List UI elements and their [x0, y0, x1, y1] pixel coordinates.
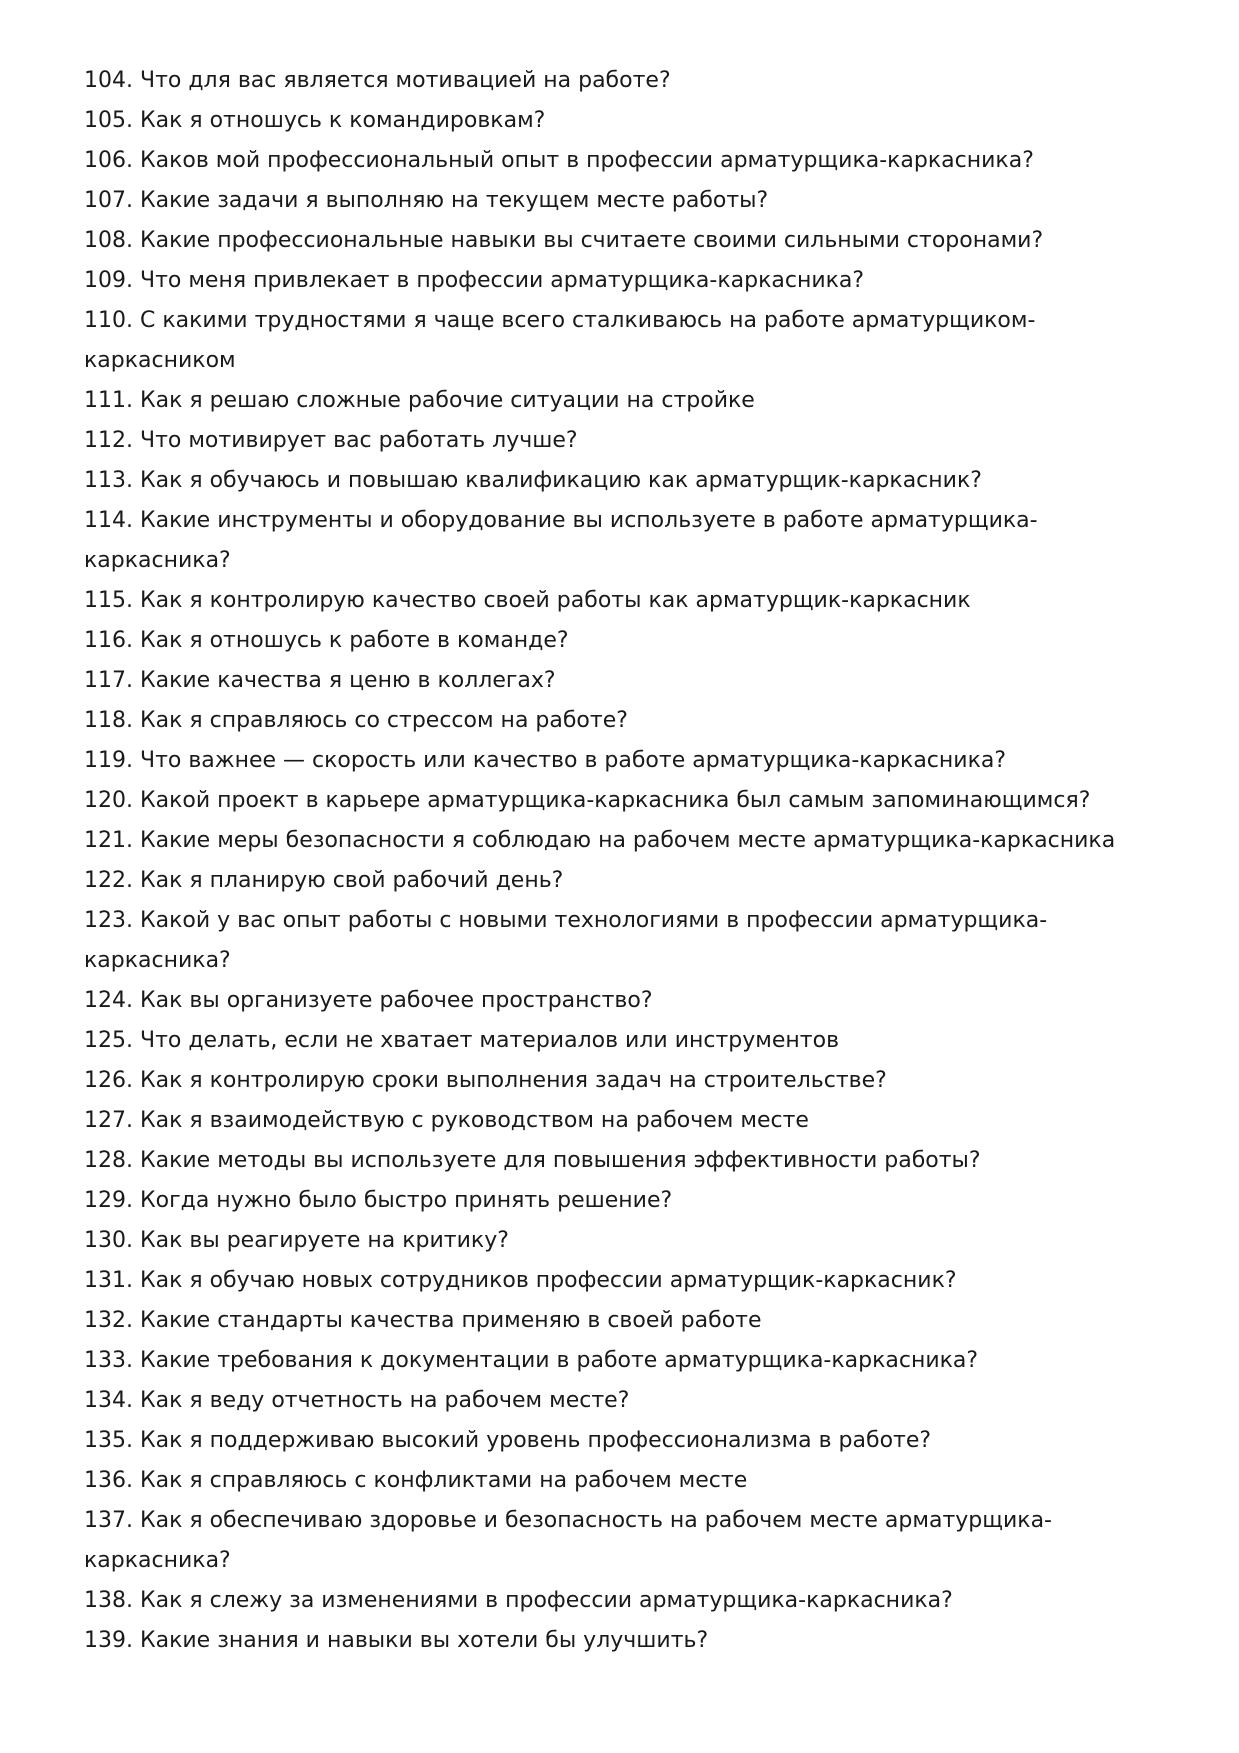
- question-item: [84, 421, 1164, 461]
- question-text: Что делать, если не хватает материалов или инструментов: [139, 1028, 840, 1053]
- question-item: [84, 581, 1164, 621]
- question-number: 121.: [84, 828, 133, 853]
- question-item: [84, 981, 1164, 1021]
- question-number: 125.: [84, 1028, 133, 1053]
- question-item: [84, 1581, 1164, 1621]
- question-item: [84, 141, 1164, 181]
- question-number: 120.: [84, 788, 133, 813]
- question-item: [84, 101, 1164, 141]
- question-item: [84, 221, 1164, 261]
- question-number: 113.: [84, 468, 133, 493]
- question-text: Что мотивирует вас работать лучше?: [139, 428, 578, 453]
- question-text: Как я обеспечиваю здоровье и безопасность на рабочем месте арматурщика-: [139, 1508, 1052, 1533]
- question-text: Как вы организуете рабочее пространство?: [139, 988, 653, 1013]
- question-text: Как я контролирую сроки выполнения задач на строительстве?: [139, 1068, 887, 1093]
- question-item: [84, 501, 1164, 581]
- question-number: 116.: [84, 628, 133, 653]
- question-text: Какие меры безопасности я соблюдаю на рабочем месте арматурщика-каркасника: [139, 828, 1116, 853]
- question-text: Когда нужно было быстро принять решение?: [139, 1188, 673, 1213]
- question-text: Как я справляюсь со стрессом на работе?: [139, 708, 628, 733]
- question-number: 124.: [84, 988, 133, 1013]
- question-number: 104.: [84, 68, 133, 93]
- question-number: 132.: [84, 1308, 133, 1333]
- question-number: 115.: [84, 588, 133, 613]
- question-number: 108.: [84, 228, 133, 253]
- question-number: 119.: [84, 748, 133, 773]
- question-number: 127.: [84, 1108, 133, 1133]
- question-list: [84, 61, 1164, 1661]
- question-item: [84, 381, 1164, 421]
- question-item: [84, 1101, 1164, 1141]
- question-item: [84, 861, 1164, 901]
- question-number: 123.: [84, 908, 133, 933]
- question-number: 133.: [84, 1348, 133, 1373]
- question-number: 109.: [84, 268, 133, 293]
- question-text-continued: каркасника?: [84, 548, 231, 573]
- question-number: 118.: [84, 708, 133, 733]
- question-number: 105.: [84, 108, 133, 133]
- question-text: Что для вас является мотивацией на работе?: [139, 68, 671, 93]
- question-item: [84, 661, 1164, 701]
- question-text-continued: каркасника?: [84, 1548, 231, 1573]
- question-text: Какие требования к документации в работе арматурщика-каркасника?: [139, 1348, 979, 1373]
- question-item: [84, 1181, 1164, 1221]
- question-text: Какие инструменты и оборудование вы используете в работе арматурщика-: [139, 508, 1038, 533]
- question-number: 138.: [84, 1588, 133, 1613]
- question-item: [84, 1341, 1164, 1381]
- question-item: [84, 701, 1164, 741]
- question-text: Как я планирую свой рабочий день?: [139, 868, 564, 893]
- question-number: 135.: [84, 1428, 133, 1453]
- question-number: 134.: [84, 1388, 133, 1413]
- question-number: 131.: [84, 1268, 133, 1293]
- question-item: [84, 1421, 1164, 1461]
- question-item: [84, 1021, 1164, 1061]
- question-text: Как я отношусь к работе в команде?: [139, 628, 569, 653]
- question-item: [84, 1061, 1164, 1101]
- question-text: Каков мой профессиональный опыт в профессии арматурщика-каркасника?: [139, 148, 1034, 173]
- question-text: Какой проект в карьере арматурщика-каркасника был самым запоминающимся?: [139, 788, 1091, 813]
- question-text: Как я слежу за изменениями в профессии арматурщика-каркасника?: [139, 1588, 953, 1613]
- question-item: [84, 181, 1164, 221]
- question-item: [84, 821, 1164, 861]
- question-item: [84, 781, 1164, 821]
- question-text: Какой у вас опыт работы с новыми технологиями в профессии арматурщика-: [139, 908, 1048, 933]
- question-text: Как я обучаю новых сотрудников профессии арматурщик-каркасник?: [139, 1268, 957, 1293]
- question-item: [84, 1141, 1164, 1181]
- question-text: Какие профессиональные навыки вы считаете своими сильными сторонами?: [139, 228, 1044, 253]
- question-number: 128.: [84, 1148, 133, 1173]
- question-text: Как я обучаюсь и повышаю квалификацию как арматурщик-каркасник?: [139, 468, 982, 493]
- question-text: Что меня привлекает в профессии арматурщика-каркасника?: [139, 268, 865, 293]
- question-text: Какие задачи я выполняю на текущем месте работы?: [139, 188, 769, 213]
- question-text: Как вы реагируете на критику?: [139, 1228, 509, 1253]
- question-item: [84, 1301, 1164, 1341]
- question-text: Как я справляюсь с конфликтами на рабочем месте: [139, 1468, 748, 1493]
- question-number: 130.: [84, 1228, 133, 1253]
- question-text: Какие знания и навыки вы хотели бы улучшить?: [139, 1628, 709, 1653]
- question-number: 129.: [84, 1188, 133, 1213]
- question-number: 114.: [84, 508, 133, 533]
- question-item: [84, 1221, 1164, 1261]
- question-item: [84, 1461, 1164, 1501]
- question-text-continued: каркасником: [84, 348, 236, 373]
- question-text: Как я решаю сложные рабочие ситуации на стройке: [139, 388, 755, 413]
- question-item: [84, 1381, 1164, 1421]
- question-item: [84, 621, 1164, 661]
- question-text: Что важнее — скорость или качество в работе арматурщика-каркасника?: [139, 748, 1007, 773]
- question-number: 111.: [84, 388, 133, 413]
- question-number: 110.: [84, 308, 133, 333]
- question-item: [84, 301, 1164, 381]
- question-text: Как я взаимодействую с руководством на рабочем месте: [139, 1108, 809, 1133]
- question-text-continued: каркасника?: [84, 948, 231, 973]
- question-number: 122.: [84, 868, 133, 893]
- question-text: Как я поддерживаю высокий уровень профессионализма в работе?: [139, 1428, 932, 1453]
- question-text: Какие качества я ценю в коллегах?: [139, 668, 556, 693]
- question-number: 117.: [84, 668, 133, 693]
- question-text: Как я веду отчетность на рабочем месте?: [139, 1388, 630, 1413]
- question-item: [84, 901, 1164, 981]
- question-number: 126.: [84, 1068, 133, 1093]
- question-text: Как я отношусь к командировкам?: [139, 108, 546, 133]
- question-item: [84, 741, 1164, 781]
- question-item: [84, 1621, 1164, 1661]
- question-text: Какие методы вы используете для повышения эффективности работы?: [139, 1148, 981, 1173]
- question-item: [84, 1261, 1164, 1301]
- question-number: 136.: [84, 1468, 133, 1493]
- question-number: 137.: [84, 1508, 133, 1533]
- question-item: [84, 1501, 1164, 1581]
- question-number: 139.: [84, 1628, 133, 1653]
- question-item: [84, 61, 1164, 101]
- question-number: 106.: [84, 148, 133, 173]
- question-text: Как я контролирую качество своей работы как арматурщик-каркасник: [139, 588, 971, 613]
- question-item: [84, 461, 1164, 501]
- question-number: 107.: [84, 188, 133, 213]
- question-text: Какие стандарты качества применяю в своей работе: [139, 1308, 762, 1333]
- question-text: С какими трудностями я чаще всего сталкиваюсь на работе арматурщиком-: [139, 308, 1036, 333]
- question-item: [84, 261, 1164, 301]
- question-number: 112.: [84, 428, 133, 453]
